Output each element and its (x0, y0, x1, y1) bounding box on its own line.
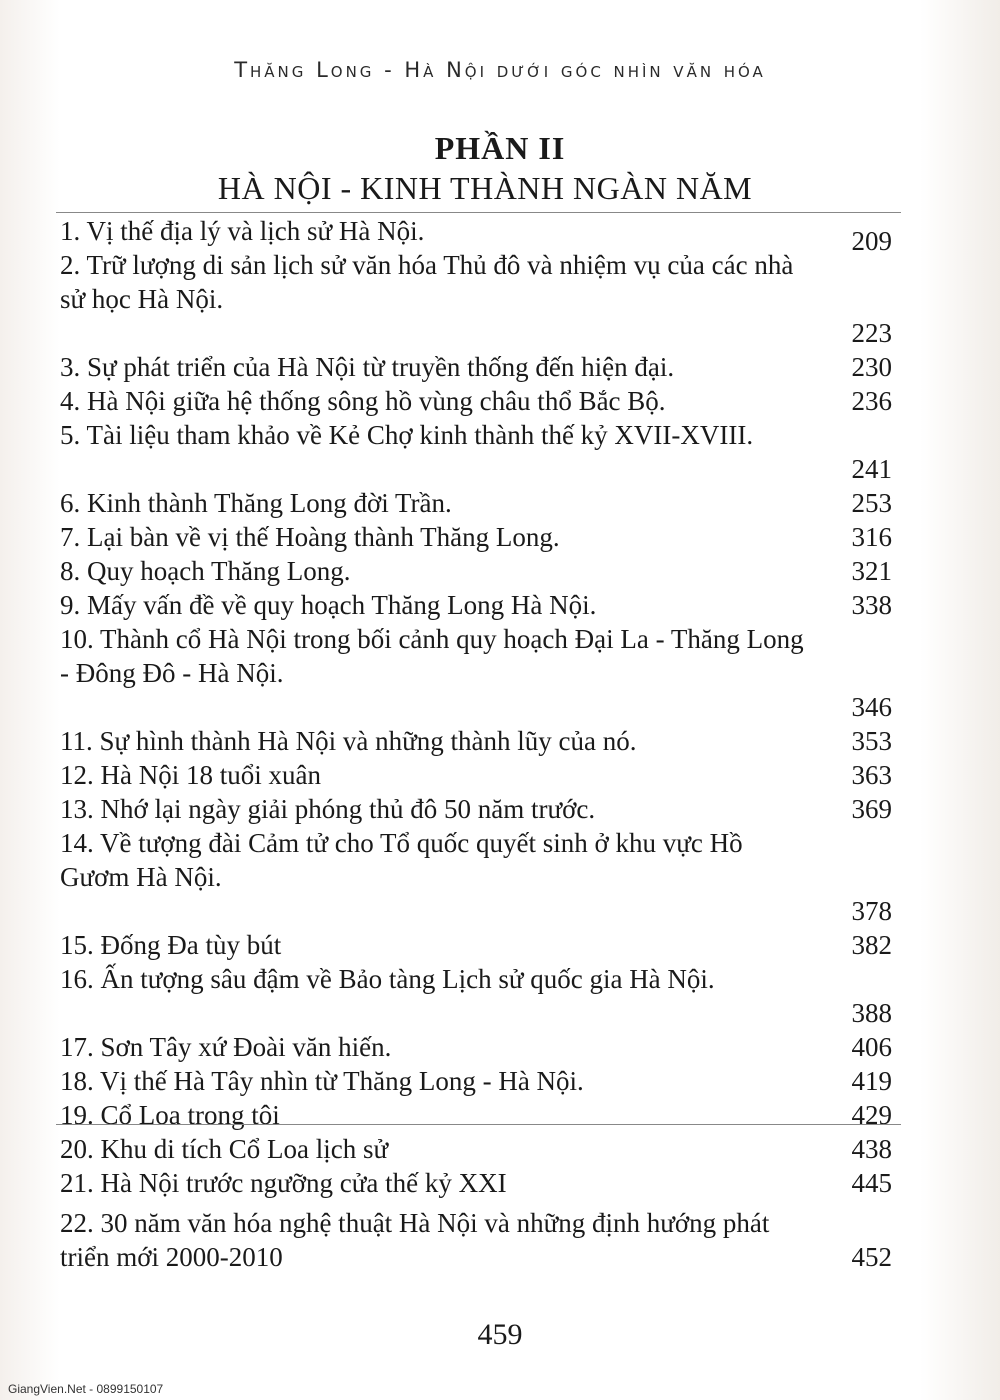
toc-entry-page: 445 (851, 1168, 892, 1198)
toc-entry-title: 10. Thành cổ Hà Nội trong bối cảnh quy hoạch Đại La - Thăng Long - Đông Đô - Hà Nội. (60, 624, 804, 688)
toc-entry-title: 9. Mấy vấn đề về quy hoạch Thăng Long Hà Nội. (60, 590, 597, 620)
toc-entry (60, 588, 900, 622)
toc-entry-page: 406 (851, 1032, 892, 1062)
toc-entry-page: 253 (851, 488, 892, 518)
toc-entry-page: 378 (851, 896, 892, 926)
toc-entry (60, 214, 900, 256)
toc-entry (60, 724, 900, 758)
toc-entry-page: 321 (851, 556, 892, 586)
toc-entry-page: 429 (851, 1100, 892, 1130)
toc-entry-title: 2. Trữ lượng di sản lịch sử văn hóa Thủ đô và nhiệm vụ của các nhà sử học Hà Nội. (60, 250, 794, 314)
toc-entry-page: 438 (851, 1134, 892, 1164)
toc-entry-page: 363 (851, 760, 892, 790)
toc-entry-title: 21. Hà Nội trước ngưỡng cửa thế kỷ XXI (60, 1168, 507, 1198)
toc-entry-title: 3. Sự phát triển của Hà Nội từ truyền thống đến hiện đại. (60, 352, 675, 382)
toc-entry (60, 554, 900, 588)
toc-entry (60, 520, 900, 554)
toc-entry (60, 418, 900, 484)
toc-bottom-rule (56, 1124, 901, 1126)
toc-entry-title: 18. Vị thế Hà Tây nhìn từ Thăng Long - Hà Nội. (60, 1066, 584, 1096)
toc-entry (60, 1098, 900, 1132)
watermark: GiangVien.Net - 0899150107 (8, 1382, 164, 1396)
toc-entry-page: 388 (851, 998, 892, 1028)
table-of-contents (60, 214, 900, 1274)
toc-entry-title: 20. Khu di tích Cổ Loa lịch sử (60, 1134, 389, 1164)
toc-entry (60, 758, 900, 792)
toc-entry (60, 622, 900, 722)
toc-entry-title: 11. Sự hình thành Hà Nội và những thành lũy của nó. (60, 726, 637, 756)
toc-entry (60, 248, 900, 348)
toc-entry-title: 19. Cổ Loa trong tôi (60, 1100, 280, 1130)
toc-entry-page: 223 (851, 318, 892, 348)
toc-entry (60, 1166, 900, 1200)
toc-entry (60, 928, 900, 962)
toc-entry-page: 382 (851, 930, 892, 960)
toc-entry (60, 792, 900, 826)
toc-entry-title: 7. Lại bàn về vị thế Hoàng thành Thăng Long. (60, 522, 560, 552)
toc-entry (60, 350, 900, 384)
toc-entry (60, 1132, 900, 1166)
toc-entry-page: 419 (851, 1066, 892, 1096)
part-label: PHẦN II (434, 130, 566, 166)
toc-entry-title: 14. Về tượng đài Cảm tử cho Tổ quốc quyết sinh ở khu vực Hồ Gươm Hà Nội. (60, 828, 743, 892)
toc-entry-title: 5. Tài liệu tham khảo về Kẻ Chợ kinh thành thế kỷ XVII-XVIII. (60, 420, 754, 450)
toc-entry-title: 17. Sơn Tây xứ Đoài văn hiến. (60, 1032, 392, 1062)
toc-entry-title: 8. Quy hoạch Thăng Long. (60, 556, 351, 586)
toc-entry-title: 22. 30 năm văn hóa nghệ thuật Hà Nội và những định hướng phát triển mới 2000-2010 (60, 1208, 770, 1272)
toc-entry-page: 369 (851, 794, 892, 824)
toc-entry-title: 15. Đống Đa tùy bút (60, 930, 282, 960)
toc-entry-title: 6. Kinh thành Thăng Long đời Trần. (60, 488, 452, 518)
toc-entry (60, 1206, 900, 1274)
toc-entry-page: 452 (851, 1242, 892, 1272)
toc-entry-page: 209 (851, 226, 892, 256)
running-header: Thăng Long - Hà Nội dưới góc nhìn văn hóa (234, 58, 766, 82)
toc-entry-page: 241 (851, 454, 892, 484)
toc-entry (60, 1030, 900, 1064)
toc-entry-page: 353 (851, 726, 892, 756)
toc-entry-page: 346 (851, 692, 892, 722)
toc-entry-page: 236 (851, 386, 892, 416)
toc-entry (60, 486, 900, 520)
toc-entry-title: 12. Hà Nội 18 tuổi xuân (60, 760, 321, 790)
toc-entry-title: 1. Vị thế địa lý và lịch sử Hà Nội. (60, 216, 425, 246)
toc-entry-page: 230 (851, 352, 892, 382)
toc-entry-page: 316 (851, 522, 892, 552)
part-title: HÀ NỘI - KINH THÀNH NGÀN NĂM (217, 170, 753, 206)
toc-entry (60, 1064, 900, 1098)
page-number: 459 (477, 1318, 523, 1351)
toc-entry-page: 338 (851, 590, 892, 620)
toc-entry-title: 13. Nhớ lại ngày giải phóng thủ đô 50 năm trước. (60, 794, 596, 824)
toc-entry (60, 962, 900, 1028)
toc-entry (60, 826, 900, 926)
toc-entry-title: 16. Ấn tượng sâu đậm về Bảo tàng Lịch sử quốc gia Hà Nội. (60, 964, 715, 994)
toc-entry-title: 4. Hà Nội giữa hệ thống sông hồ vùng châu thổ Bắc Bộ. (60, 386, 666, 416)
toc-entry (60, 384, 900, 418)
